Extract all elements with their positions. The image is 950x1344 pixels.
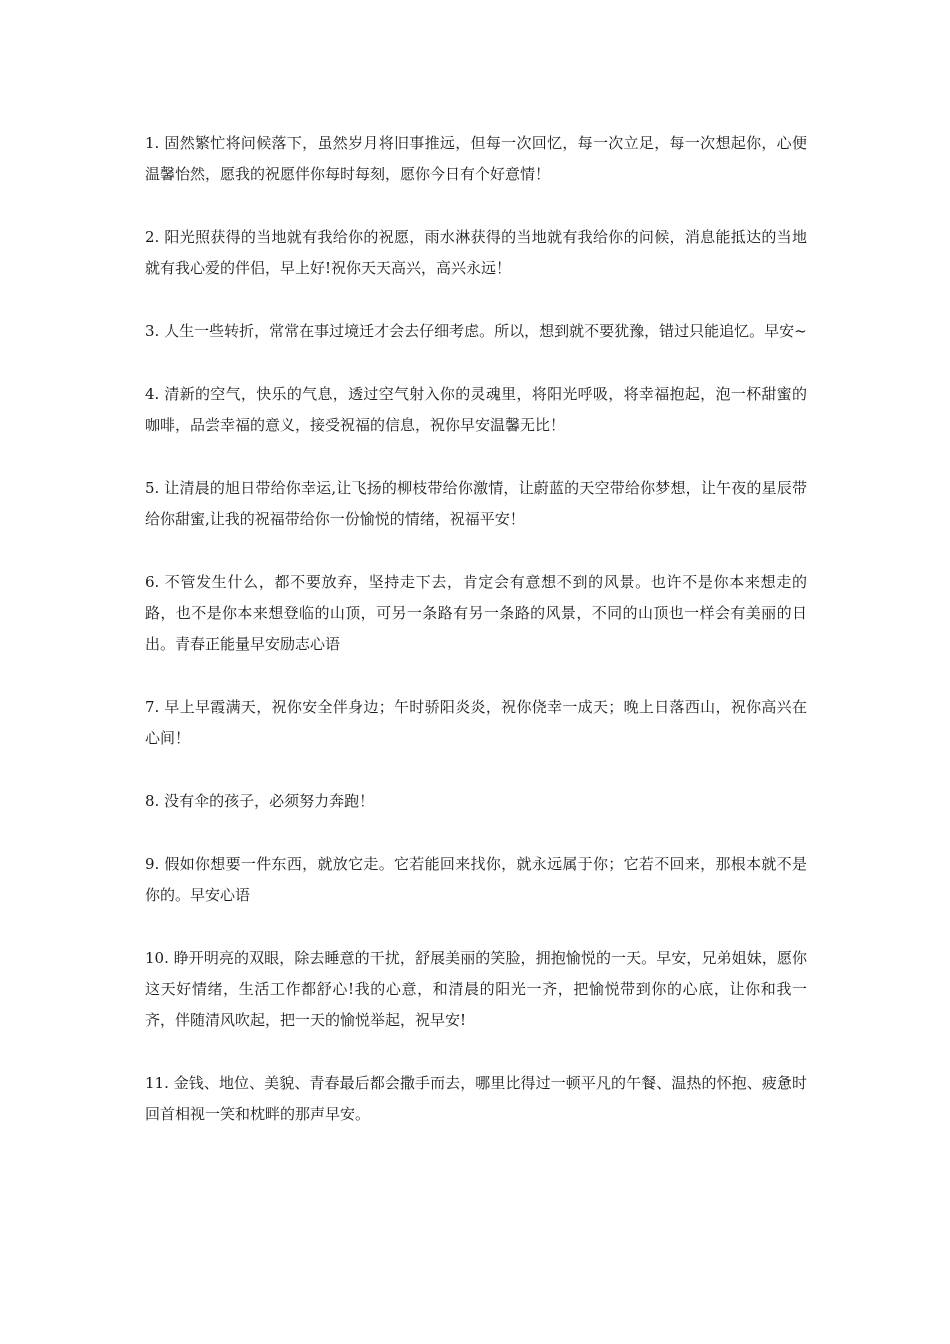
paragraph-6: 6. 不管发生什么，都不要放弃，坚持走下去，肯定会有意想不到的风景。也许不是你本来想走的路，也不是你本来想登临的山顶，可另一条路有另一条路的风景，不同的山顶也一样会有美丽的日出。青春正能量早安励志心语 (145, 573, 807, 653)
paragraph-10: 10. 睁开明亮的双眼，除去睡意的干扰，舒展美丽的笑脸，拥抱愉悦的一天。早安，兄弟姐妹，愿你这天好情绪，生活工作都舒心!我的心意，和清晨的阳光一齐，把愉悦带到你的心底，让你和我一齐，伴随清风吹起，把一天的愉悦举起，祝早安! (145, 949, 807, 1029)
paragraph-1: 1. 固然繁忙将问候落下，虽然岁月将旧事推远，但每一次回忆，每一次立足，每一次想起你，心便温馨怡然，愿我的祝愿伴你每时每刻，愿你今日有个好意情！ (145, 134, 807, 183)
paragraph-11: 11. 金钱、地位、美貌、青春最后都会撒手而去，哪里比得过一顿平凡的午餐、温热的怀抱、疲惫时回首相视一笑和枕畔的那声早安。 (145, 1074, 807, 1123)
paragraph-3: 3. 人生一些转折，常常在事过境迁才会去仔细考虑。所以，想到就不要犹豫，错过只能追忆。早安~ (145, 322, 807, 340)
paragraph-4: 4. 清新的空气，快乐的气息，透过空气射入你的灵魂里，将阳光呼吸，将幸福抱起，泡一杯甜蜜的咖啡，品尝幸福的意义，接受祝福的信息，祝你早安温馨无比！ (145, 385, 807, 434)
paragraph-8: 8. 没有伞的孩子，必须努力奔跑！ (145, 792, 375, 810)
paragraph-7: 7. 早上早霞满天，祝你安全伴身边；午时骄阳炎炎，祝你侥幸一成天；晚上日落西山，祝你高兴在心间！ (145, 698, 807, 747)
document-body (145, 128, 807, 1162)
paragraph-9: 9. 假如你想要一件东西，就放它走。它若能回来找你，就永远属于你；它若不回来，那根本就不是你的。早安心语 (145, 855, 807, 904)
paragraph-2: 2. 阳光照获得的当地就有我给你的祝愿，雨水淋获得的当地就有我给你的问候，消息能抵达的当地就有我心爱的伴侣，早上好!祝你天天高兴，高兴永远！ (145, 228, 807, 277)
paragraph-5: 5. 让清晨的旭日带给你幸运,让飞扬的柳枝带给你激情，让蔚蓝的天空带给你梦想，让午夜的星辰带给你甜蜜,让我的祝福带给你一份愉悦的情绪，祝福平安！ (145, 479, 807, 528)
